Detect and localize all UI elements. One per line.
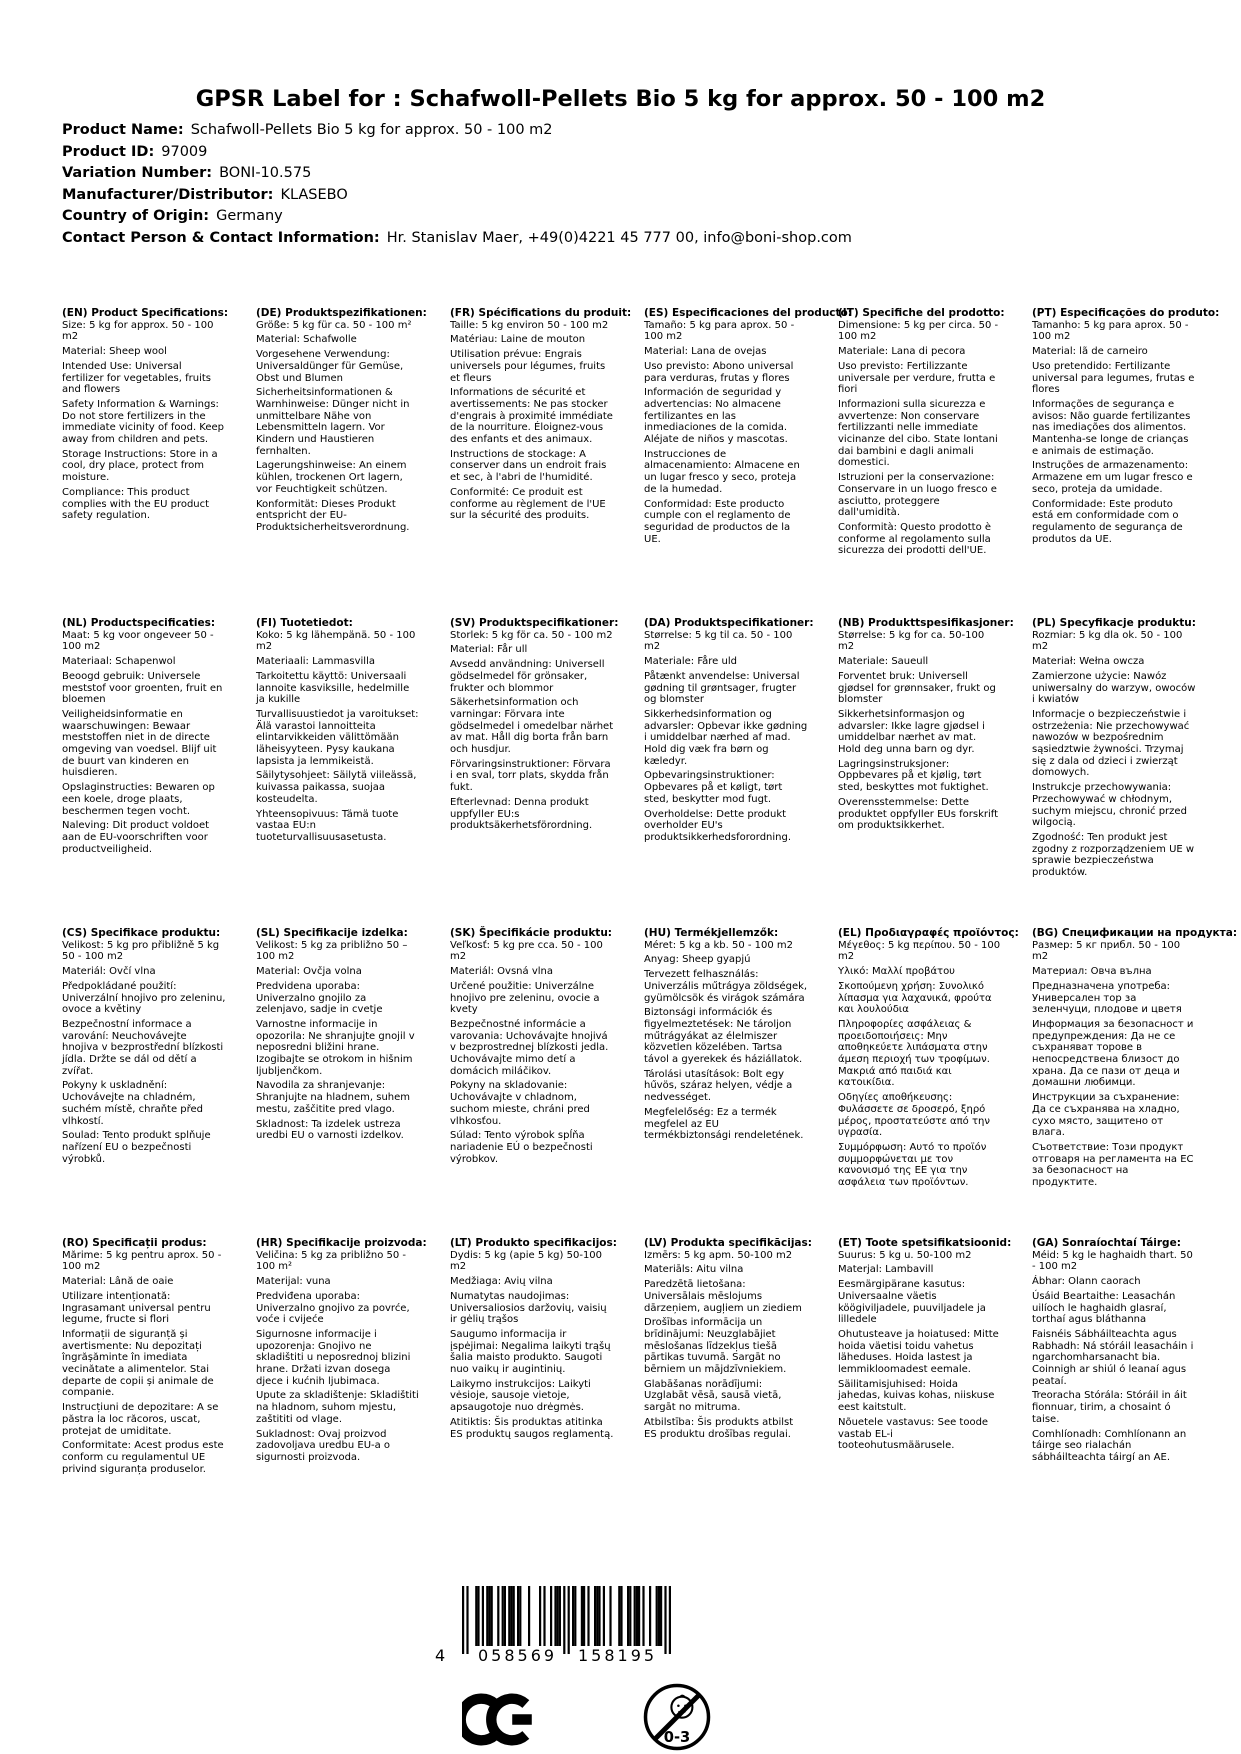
spec-paragraph: Οδηγίες αποθήκευσης: Φυλάσσετε σε δροσερό, ξηρό μέρος, προστατεύστε από την υγρασία. [838,1092,990,1139]
spec-paragraph: Méret: 5 kg a kb. 50 - 100 m2 [644,939,794,951]
product-info [62,120,852,249]
spec-paragraph: Saugumo informacija ir įspėjimai: Negalima laikyti trąšų šalia maisto produkto. Saugoti nuo vaikų ir augintinių. [450,1328,611,1376]
age-warning-0-3-icon [642,1682,712,1752]
spec-paragraph: Ábhar: Olann caorach [1032,1276,1141,1288]
spec-title: (EN) Product Specifications: [62,307,229,319]
product-info-row [62,185,852,207]
spec-paragraph: Bezpečnostné informácie a varovania: Uchovávajte hnojivá v bezprostrednej blízkosti jedla. Uchovávajte mimo detí a domácich miláčikov. [450,1018,609,1077]
spec-paragraph: Vorgesehene Verwendung: Universaldünger für Gemüse, Obst und Blumen [256,349,404,384]
product-info-row [62,142,852,164]
spec-paragraph: Drošības informācija un brīdinājumi: Neuzglabājiet mēslošanas līdzekļus tiešā pārtikas tuvumā. Sargāt no bērniem un mājdzīvniekiem. [644,1317,787,1376]
spec-paragraph: Overensstemmelse: Dette produktet oppfyller EUs forskrift om produktsikkerhet. [838,796,999,832]
spec-paragraph: Material: Sheep wool [62,346,167,358]
spec-title: (HU) Termékjellemzők: [644,927,779,939]
spec-paragraph: Veľkosť: 5 kg pre cca. 50 - 100 m2 [450,939,603,963]
spec-title: (DA) Produktspecifikationer: [644,617,814,629]
spec-paragraph: Uso previsto: Fertilizzante universale per verdure, frutta e fiori [838,360,996,396]
spec-paragraph: Uso pretendido: Fertilizante universal para legumes, frutas e flores [1032,360,1195,396]
spec-paragraph: Material: Får ull [450,644,528,656]
spec-paragraph: Materiál: Ovčí vlna [62,966,156,978]
spec-paragraph: Koko: 5 kg lähempänä. 50 - 100 m2 [256,629,416,653]
spec-paragraph: Съответствие: Този продукт отговаря на регламента на ЕС за безопасност на продуктите. [1032,1141,1194,1189]
spec-paragraph: Biztonsági információk és figyelmeztetések: Ne tároljon műtrágyákat az élelmiszer közvetlen közelében. Tartsa távol a gyerekek és háziállatok. [644,1007,803,1066]
spec-paragraph: Conformité: Ce produit est conforme au règlement de l'UE sur la sécurité des produits. [450,486,606,522]
spec-paragraph: Medžiaga: Avių vilna [450,1276,553,1288]
spec-paragraph: Anyag: Sheep gyapjú [644,954,751,966]
spec-block-da [644,618,838,928]
barcode-digit-lead: 4 [435,1646,449,1665]
spec-paragraph: Предназначена употреба: Универсален тор за зеленчуци, плодове и цветя [1032,980,1182,1016]
spec-paragraph: Informacje o bezpieczeństwie i ostrzeżenia: Nie przechowywać nawozów w bezpośrednim sąsiedztwie żywności. Trzymaj się z dala od dzieci i zwierząt domowych. [1032,708,1190,779]
spec-paragraph: Instructions de stockage: A conserver dans un endroit frais et sec, à l'abri de l'humidité. [450,448,607,484]
spec-paragraph: Utilizare intenționată: Ingrasamant universal pentru legume, fructe si flori [62,1290,211,1326]
spec-block-el [838,928,1032,1238]
spec-paragraph: Skladnost: Ta izdelek ustreza uredbi EU o varnosti izdelkov. [256,1118,404,1142]
spec-paragraph: Sikkerhetsinformasjon og advarsler: Ikke lagre gjødsel i umiddelbar nærhet av mat. Hold deg unna barn og dyr. [838,708,985,756]
spec-title: (FI) Tuotetiedot: [256,617,353,629]
spec-paragraph: Turvallisuustiedot ja varoitukset: Älä varastoi lannoitteita elintarvikkeiden välittömään läheisyyteen. Pysy kaukana lapsista ja lemmikeistä. [256,708,419,767]
spec-block-ro [62,1238,256,1548]
spec-paragraph: Materiale: Saueull [838,656,929,668]
spec-paragraph: Maat: 5 kg voor ongeveer 50 - 100 m2 [62,629,214,653]
barcode-bars-icon [462,1586,672,1654]
spec-paragraph: Istruzioni per la conservazione: Conservare in un luogo fresco e asciutto, proteggere dall'umidità. [838,472,997,519]
spec-paragraph: Size: 5 kg for approx. 50 - 100 m2 [62,319,214,343]
spec-block-hr [256,1238,450,1548]
spec-block-nl [62,618,256,928]
spec-paragraph: Material: Schafwolle [256,334,357,346]
spec-paragraph: Utilisation prévue: Engrais universels pour légumes, fruits et fleurs [450,349,606,384]
spec-paragraph: Tamanho: 5 kg para aprox. 50 - 100 m2 [1032,319,1189,343]
spec-block-pl [1032,618,1226,928]
spec-paragraph: Intended Use: Universal fertilizer for vegetables, fruits and flowers [62,360,212,396]
spec-block-pt [1032,308,1226,618]
spec-paragraph: Velikost: 5 kg pro přibližně 5 kg 50 - 100 m2 [62,939,220,963]
spec-paragraph: Compliance: This product complies with the EU product safety regulation. [62,486,210,522]
spec-paragraph: Matériau: Laine de mouton [450,334,586,346]
spec-paragraph: Zamierzone użycie: Nawóz uniwersalny do warzyw, owoców i kwiatów [1032,670,1196,706]
spec-paragraph: Naleving: Dit product voldoet aan de EU-voorschriften voor productveiligheid. [62,820,210,855]
spec-paragraph: Taille: 5 kg environ 50 - 100 m2 [450,319,609,331]
spec-title: (ES) Especificaciones del producto: [644,307,852,319]
spec-title: (BG) Спецификации на продукта: [1032,927,1238,939]
spec-title: (NL) Productspecificaties: [62,617,216,629]
spec-paragraph: Numatytas naudojimas: Universaliosios daržovių, vaisių ir gėlių trąšos [450,1290,607,1326]
spec-paragraph: Lagringsinstruksjoner: Oppbevares på et kjølig, tørt sted, beskyttes mot fuktighet. [838,758,989,794]
spec-paragraph: Sikkerhedsinformation og advarsler: Opbevar ikke gødning i umiddelbar nærhed af mad. Hold dig væk fra børn og kæledyr. [644,708,808,767]
spec-paragraph: Určené použitie: Univerzálne hnojivo pre zeleninu, ovocie a kvety [450,980,600,1016]
spec-paragraph: Overholdelse: Dette produkt overholder EU's produktsikkerhedsforordning. [644,808,792,843]
spec-paragraph: Varnostne informacije in opozorila: Ne shranjujte gnojil v neposredni bližini hrane. Izogibajte se otrokom in hišnim ljubljenčkom. [256,1018,415,1077]
spec-paragraph: Laikymo instrukcijos: Laikyti vėsioje, sausoje vietoje, apsaugotoje nuo drėgmės. [450,1378,591,1414]
spec-paragraph: Súlad: Tento výrobok spĺňa nariadenie EÚ o bezpečnosti výrobkov. [450,1130,593,1165]
spec-paragraph: Συμμόρφωση: Αυτό το προϊόν συμμορφώνεται με τον κανονισμό της ΕΕ για την ασφάλεια των προϊόντων. [838,1141,987,1189]
product-info-row [62,228,852,250]
spec-paragraph: Conformidad: Este producto cumple con el reglamento de seguridad de productos de la UE. [644,498,791,545]
spec-paragraph: Glabāšanas norādījumi: Uzglabāt vēsā, sausā vietā, sargāt no mitruma. [644,1378,782,1414]
spec-paragraph: Påtænkt anvendelse: Universal gødning til grøntsager, frugter og blomster [644,670,800,706]
spec-paragraph: Instrucțiuni de depozitare: A se păstra la loc răcoros, uscat, protejat de umiditate. [62,1402,219,1437]
spec-title: (IT) Specifiche del prodotto: [838,307,1005,319]
spec-paragraph: Materiál: Ovsná vlna [450,966,553,978]
spec-paragraph: Zgodność: Ten produkt jest zgodny z rozporządzeniem UE w sprawie bezpieczeństwa produktów. [1032,831,1195,879]
spec-paragraph: Material: lã de carneiro [1032,346,1148,358]
spec-paragraph: Instrucciones de almacenamiento: Almacene en un lugar fresco y seco, proteja de la humedad. [644,448,800,495]
spec-paragraph: Dimensione: 5 kg per circa. 50 - 100 m2 [838,319,999,343]
spec-paragraph: Opslaginstructies: Bewaren op een koele, droge plaats, beschermen tegen vocht. [62,782,215,817]
spec-paragraph: Pokyny na skladovanie: Uchovávajte v chladnom, suchom mieste, chráni pred vlhkosťou. [450,1080,590,1127]
spec-paragraph: Ohutusteave ja hoiatused: Mitte hoida väetisi toidu vahetus läheduses. Hoida lastest ja lemmikloomadest eemale. [838,1328,999,1376]
spec-paragraph: Conformidade: Este produto está em conformidade com o regulamento de segurança de produtos da UE. [1032,498,1183,545]
spec-block-en [62,308,256,618]
spec-paragraph: Materiāls: Aitu vilna [644,1264,744,1276]
spec-grid [62,307,1238,1548]
spec-paragraph: Informații de siguranță și avertismente: Nu depozitați îngrășăminte în imediata vecinătate a alimentelor. Stai departe de copii și animale de companie. [62,1328,214,1399]
spec-paragraph: Opbevaringsinstruktioner: Opbevares på et køligt, tørt sted, beskytter mod fugt. [644,770,783,805]
spec-paragraph: Conformità: Questo prodotto è conforme al regolamento sulla sicurezza dei prodotti dell'UE. [838,521,992,557]
spec-title: (EL) Προδιαγραφές προϊόντος: [838,927,1019,939]
spec-paragraph: Conformitate: Acest produs este conform cu regulamentul UE privind siguranța produselor. [62,1440,224,1475]
spec-paragraph: Megfelelőség: Ez a termék megfelel az EU termékbiztonsági rendeletének. [644,1106,804,1142]
spec-paragraph: Größe: 5 kg für ca. 50 - 100 m² [256,319,412,331]
spec-paragraph: Säilytysohjeet: Säilytä viileässä, kuivassa paikassa, suojaa kosteudelta. [256,770,417,805]
product-info-row [62,120,852,142]
spec-title: (PL) Specyfikacje produktu: [1032,617,1196,629]
spec-paragraph: Informations de sécurité et avertissements: Ne pas stocker d'engrais à proximité immédiate de la nourriture. Éloignez-vous des enfants et des animaux. [450,387,613,446]
spec-paragraph: Informações de segurança e avisos: Não guarde fertilizantes nas imediações dos alimentos. Mantenha-se longe de crianças e animais de estimação. [1032,398,1191,457]
spec-title: (DE) Produktspezifikationen: [256,307,427,319]
spec-paragraph: Информация за безопасност и предупреждения: Да не се съхраняват торове в непосредствена близост до храна. Да се пази от деца и домашни любимци. [1032,1018,1194,1089]
info-value: 97009 [161,143,208,160]
product-info-row [62,163,852,185]
spec-paragraph: Eesmärgipärane kasutus: Universaalne väetis köögiviljadele, puuviljadele ja lilledele [838,1279,986,1326]
spec-paragraph: Materjal: Lambavill [838,1264,934,1276]
spec-paragraph: Υλικό: Μαλλί προβάτου [838,966,955,978]
info-value: KLASEBO [280,186,348,203]
spec-paragraph: Úsáid Beartaithe: Leasachán uilíoch le haghaidh glasraí, torthaí agus bláthanna [1032,1290,1176,1326]
spec-block-fr [450,308,644,618]
spec-paragraph: Faisnéis Sábháilteachta agus Rabhadh: Ná stóráil leasacháin i ngarchomharsanacht bia. Coinnigh ar shiúl ó leanaí agus peataí. [1032,1328,1194,1387]
age-warning-label: 0-3 [663,1729,691,1747]
spec-block-lv [644,1238,838,1548]
info-label: Contact Person & Contact Information: [62,229,380,246]
info-value: Germany [216,208,283,224]
info-value: Hr. Stanislav Maer, +49(0)4221 45 777 00, info@boni-shop.com [386,229,852,246]
spec-paragraph: Material: Ovčja volna [256,966,362,978]
info-label: Variation Number: [62,165,213,181]
spec-paragraph: Avsedd användning: Universell gödselmedel för grönsaker, frukter och blommor [450,659,605,694]
spec-title: (PT) Especificações do produto: [1032,307,1220,319]
barcode-digits-right: 158195 [578,1646,658,1665]
spec-paragraph: Suurus: 5 kg u. 50-100 m2 [838,1249,972,1261]
spec-paragraph: Sigurnosne informacije i upozorenja: Gnojivo ne skladištiti u neposrednoj blizini hrane. Držati izvan dosega djece i kućnih ljubimaca. [256,1328,411,1387]
spec-block-it [838,308,1032,618]
spec-paragraph: Størrelse: 5 kg til ca. 50 - 100 m2 [644,629,793,653]
ean13-barcode [435,1586,672,1665]
spec-paragraph: Tervezett felhasználás: Univerzális műtrágya zöldségek, gyümölcsök és virágok számára [644,969,808,1004]
spec-paragraph: Predviđena uporaba: Univerzalno gnojivo za povrće, voće i cvijeće [256,1290,410,1326]
spec-title: (RO) Specificații produs: [62,1237,207,1249]
spec-paragraph: Upute za skladištenje: Skladištiti na hladnom, suhom mjestu, zaštititi od vlage. [256,1390,419,1425]
spec-paragraph: Atitiktis: Šis produktas atitinka ES produktų saugos reglamentą. [450,1416,614,1440]
spec-paragraph: Förvaringsinstruktioner: Förvara i en sval, torr plats, skydda från fukt. [450,758,611,794]
info-value: Schafwoll-Pellets Bio 5 kg for approx. 50 - 100 m2 [190,122,553,138]
spec-paragraph: Tarkoitettu käyttö: Universaali lannoite kasviksille, hedelmille ja kukille [256,670,410,706]
spec-paragraph: Lagerungshinweise: An einem kühlen, trockenen Ort lagern, vor Feuchtigkeit schützen. [256,460,407,495]
spec-block-bg [1032,927,1238,1238]
spec-paragraph: Informazioni sulla sicurezza e avvertenze: Non conservare fertilizzanti nelle immediate vicinanze del cibo. State lontani dai bambini e dagli animali domestici. [838,398,998,469]
spec-title: (ET) Toote spetsifikatsioonid: [838,1237,1012,1249]
ce-mark-icon [462,1692,538,1747]
spec-block-fi [256,618,450,928]
spec-block-ga [1032,1238,1226,1548]
spec-paragraph: Storlek: 5 kg för ca. 50 - 100 m2 [450,629,613,641]
spec-title: (GA) Sonraíochtaí Táirge: [1032,1237,1181,1249]
spec-paragraph: Материал: Овча вълна [1032,966,1152,978]
spec-paragraph: Atbilstība: Šis produkts atbilst ES produktu drošības regulai. [644,1416,794,1440]
spec-paragraph: Navodila za shranjevanje: Shranjujte na hladnem, suhem mestu, zaščitite pred vlago. [256,1080,411,1115]
barcode-digits-left: 058569 [478,1646,558,1665]
spec-paragraph: Rozmiar: 5 kg dla ok. 50 - 100 m2 [1032,629,1183,653]
spec-paragraph: Efterlevnad: Denna produkt uppfyller EU:s produktsäkerhetsförordning. [450,796,593,832]
spec-title: (SV) Produktspecifikationer: [450,617,619,629]
spec-paragraph: Storage Instructions: Store in a cool, dry place, protect from moisture. [62,448,218,484]
spec-block-nb [838,618,1032,928]
spec-paragraph: Veiligheidsinformatie en waarschuwingen: Bewaar meststoffen niet in de directe omgeving van voedsel. Blijf uit de buurt van kinderen en huisdieren. [62,708,217,779]
info-label: Manufacturer/Distributor: [62,186,274,203]
spec-paragraph: Πληροφορίες ασφάλειας & προειδοποιήσεις: Μην αποθηκεύετε λιπάσματα στην άμεση περιοχή των τροφίμων. Μακριά από παιδιά και κατοικίδια. [838,1018,990,1089]
page-title: GPSR Label for : Schafwoll-Pellets Bio 5 kg for approx. 50 - 100 m2 [195,86,1046,112]
spec-paragraph: Materiale: Fåre uld [644,656,737,668]
spec-paragraph: Materiaali: Lammasvilla [256,656,375,668]
spec-paragraph: Μέγεθος: 5 kg περίπου. 50 - 100 m2 [838,939,1001,963]
spec-block-cs [62,928,256,1238]
spec-paragraph: Bezpečnostní informace a varování: Neuchovávejte hnojiva v bezprostřední blízkosti jídla. Držte se dál od dětí a zvířat. [62,1018,224,1077]
spec-paragraph: Materijal: vuna [256,1276,331,1288]
spec-block-et [838,1238,1032,1548]
spec-block-sv [450,618,644,928]
spec-paragraph: Safety Information & Warnings: Do not store fertilizers in the immediate vicinity of food. Keep away from children and pets. [62,398,225,446]
info-value: BONI-10.575 [219,165,312,181]
spec-block-de [256,308,450,618]
spec-paragraph: Instrukcje przechowywania: Przechowywać w chłodnym, suchym miejscu, chronić przed wilgocią. [1032,782,1187,829]
spec-paragraph: Nõuetele vastavus: See toode vastab EL-i tooteohutusmäärusele. [838,1416,989,1452]
spec-paragraph: Tamaño: 5 kg para aprox. 50 - 100 m2 [644,319,795,343]
spec-paragraph: Materiał: Wełna owcza [1032,656,1145,668]
spec-paragraph: Σκοπούμενη χρήση: Συνολικό λίπασμα για λαχανικά, φρούτα και λουλούδια [838,980,992,1016]
barcode-digits [435,1646,672,1668]
spec-paragraph: Säkerhetsinformation och varningar: Förvara inte gödselmedel i omedelbar närhet av mat. Håll dig borta från barn och husdjur. [450,697,614,756]
spec-paragraph: Mărime: 5 kg pentru aprox. 50 - 100 m2 [62,1249,222,1273]
spec-paragraph: Yhteensopivuus: Tämä tuote vastaa EU:n tuoteturvallisuusasetusta. [256,808,399,843]
spec-title: (SK) Špecifikácie produktu: [450,927,613,939]
spec-paragraph: Materiaal: Schapenwol [62,656,176,668]
spec-title: (CS) Specifikace produktu: [62,927,221,939]
info-label: Product Name: [62,122,184,138]
info-label: Product ID: [62,143,155,160]
spec-title: (LT) Produkto specifikacijos: [450,1237,617,1249]
spec-paragraph: Инструкции за съхранение: Да се съхранява на хладно, сухо място, защитено от влага. [1032,1092,1180,1139]
spec-title: (LV) Produkta specifikācijas: [644,1237,812,1249]
spec-paragraph: Dydis: 5 kg (apie 5 kg) 50-100 m2 [450,1249,603,1273]
spec-paragraph: Méid: 5 kg le haghaidh thart. 50 - 100 m2 [1032,1249,1193,1273]
spec-paragraph: Información de seguridad y advertencias: No almacene fertilizantes en las inmediaciones de la comida. Aléjate de niños y mascotas. [644,387,788,446]
spec-title: (HR) Specifikacije proizvoda: [256,1237,427,1249]
spec-paragraph: Material: Lână de oaie [62,1276,174,1288]
spec-paragraph: Instruções de armazenamento: Armazene em um lugar fresco e seco, proteja da umidade. [1032,460,1193,495]
spec-title: (FR) Spécifications du produit: [450,307,632,319]
info-label: Country of Origin: [62,208,210,224]
product-info-row [62,206,852,228]
spec-block-hu [644,928,838,1238]
spec-block-sk [450,928,644,1238]
spec-paragraph: Pokyny k uskladnění: Uchovávejte na chladném, suchém místě, chraňte před vlhkostí. [62,1080,204,1127]
spec-paragraph: Beoogd gebruik: Universele meststof voor groenten, fruit en bloemen [62,670,223,706]
spec-paragraph: Forventet bruk: Universell gjødsel for grønnsaker, frukt og blomster [838,670,996,706]
spec-paragraph: Predvidena uporaba: Univerzalno gnojilo za zelenjavo, sadje in cvetje [256,980,383,1016]
spec-paragraph: Předpokládané použití: Univerzální hnojivo pro zeleninu, ovoce a květiny [62,980,226,1016]
spec-block-lt [450,1238,644,1548]
spec-paragraph: Размер: 5 кг прибл. 50 - 100 m2 [1032,939,1181,963]
spec-paragraph: Størrelse: 5 kg for ca. 50-100 m2 [838,629,985,653]
spec-paragraph: Veličina: 5 kg za približno 50 - 100 m² [256,1249,407,1273]
spec-paragraph: Paredzētā lietošana: Universālais mēslojums dārzeņiem, augļiem un ziediem [644,1279,802,1314]
spec-paragraph: Sicherheitsinformationen & Warnhinweise: Dünger nicht in unmittelbare Nähe von Lebensmitteln lagern. Vor Kindern und Haustieren fernhalten. [256,387,410,457]
spec-paragraph: Comhlíonadh: Comhlíonann an táirge seo rialachán sábháilteachta táirgí an AE. [1032,1428,1187,1463]
spec-paragraph: Material: Lana de ovejas [644,346,767,358]
spec-block-es [644,307,852,618]
spec-paragraph: Treoracha Stórála: Stóráil in áit fionnuar, tirim, a chosaint ó taise. [1032,1390,1187,1425]
spec-paragraph: Uso previsto: Abono universal para verduras, frutas y flores [644,360,794,384]
spec-paragraph: Izmērs: 5 kg apm. 50-100 m2 [644,1249,793,1261]
spec-title: (NB) Produkttspesifikasjoner: [838,617,1014,629]
spec-paragraph: Sukladnost: Ovaj proizvod zadovoljava uredbu EU-a o sigurnosti proizvoda. [256,1428,391,1463]
spec-paragraph: Konformität: Dieses Produkt entspricht der EU-Produktsicherheitsverordnung. [256,498,410,533]
spec-block-sl [256,928,450,1238]
spec-paragraph: Tárolási utasítások: Bolt egy hűvös, száraz helyen, védje a nedvességet. [644,1068,793,1104]
spec-paragraph: Materiale: Lana di pecora [838,346,966,358]
spec-paragraph: Velikost: 5 kg za približno 50 – 100 m2 [256,939,408,963]
spec-paragraph: Soulad: Tento produkt splňuje nařízení EU o bezpečnosti výrobků. [62,1130,211,1165]
spec-paragraph: Säilitamisjuhised: Hoida jahedas, kuivas kohas, niiskuse eest kaitstult. [838,1378,995,1414]
spec-title: (SL) Specifikacije izdelka: [256,927,408,939]
